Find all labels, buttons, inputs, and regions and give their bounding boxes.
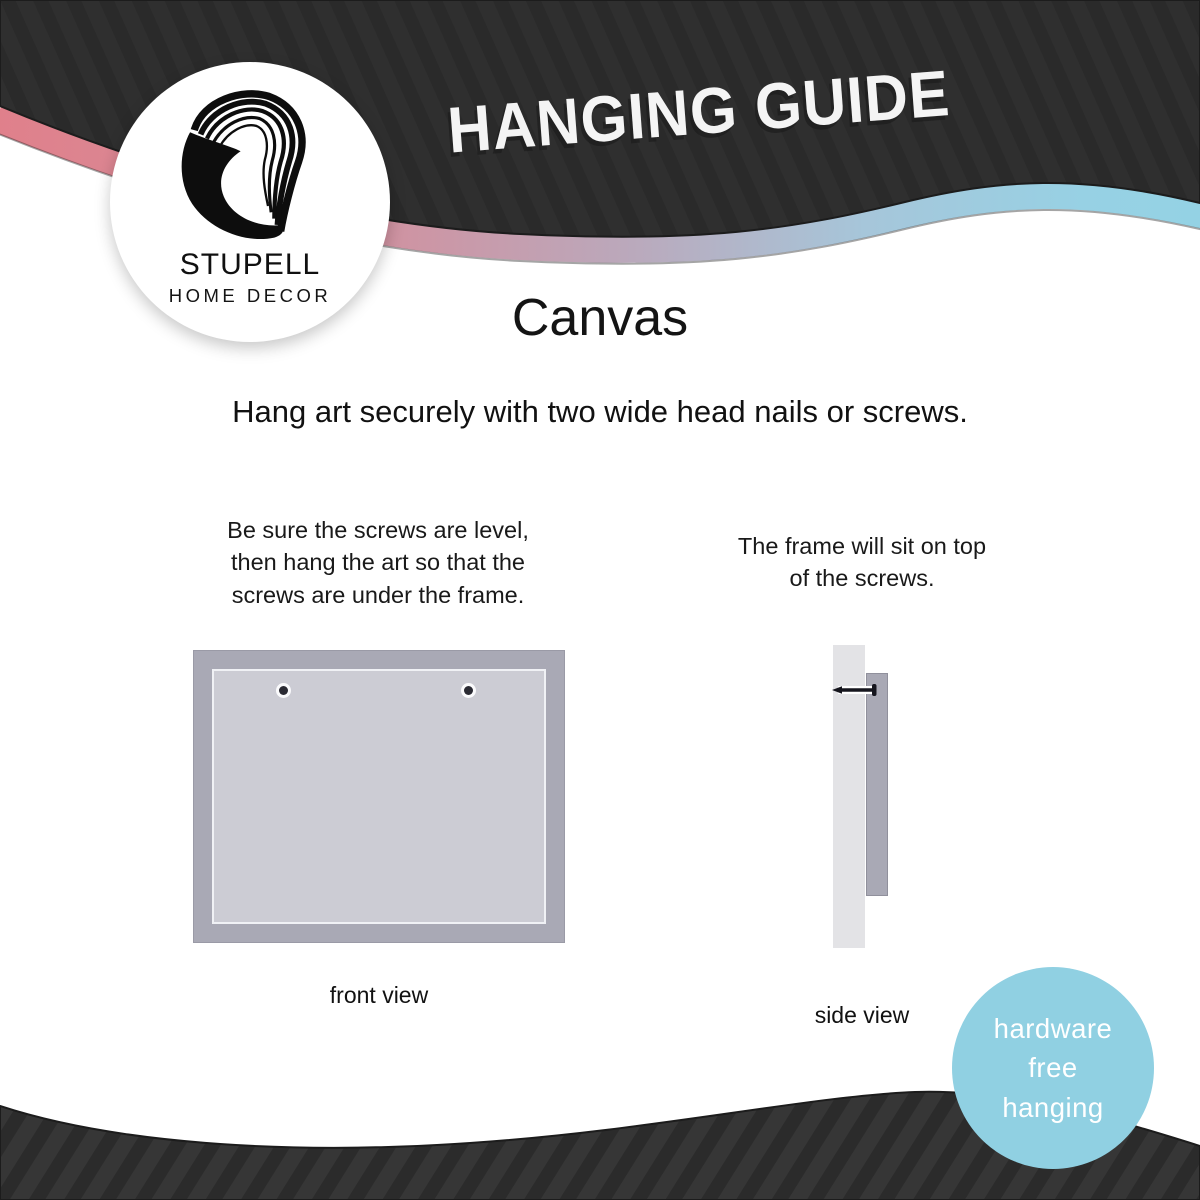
front-view-caption: front view	[329, 982, 429, 1008]
badge-line: free	[1028, 1052, 1078, 1084]
hardware-free-badge	[952, 967, 1154, 1169]
brand-tagline: HOME DECOR	[168, 285, 332, 306]
brand-logo-circle	[110, 62, 390, 342]
front-view-frame	[193, 650, 565, 943]
badge-line: hanging	[1002, 1091, 1104, 1123]
page-title: HANGING GUIDE	[445, 56, 953, 167]
page-subtitle: Hang art securely with two wide head nails or screws.	[232, 394, 968, 429]
side-view-frame	[866, 673, 888, 896]
brand-name: STUPELL	[179, 248, 321, 281]
screw-icon	[279, 686, 288, 695]
screw-icon	[464, 686, 473, 695]
front-view-instructions	[168, 514, 588, 611]
front-instruction-line: screws are under the frame.	[231, 581, 525, 608]
side-instruction-line: The frame will sit on top	[737, 533, 987, 559]
side-view-caption: side view	[814, 1002, 910, 1028]
nail-icon	[828, 677, 884, 703]
front-instruction-line: Be sure the screws are level,	[227, 517, 529, 543]
side-view-instructions	[672, 530, 1052, 595]
side-instruction-line: of the screws.	[789, 565, 935, 592]
product-type-title: Canvas	[511, 289, 689, 347]
front-instruction-line: then hang the art so that the	[231, 549, 525, 576]
badge-line: hardware	[993, 1013, 1113, 1045]
s-swoosh-icon	[178, 88, 318, 246]
front-view-canvas	[212, 669, 546, 924]
